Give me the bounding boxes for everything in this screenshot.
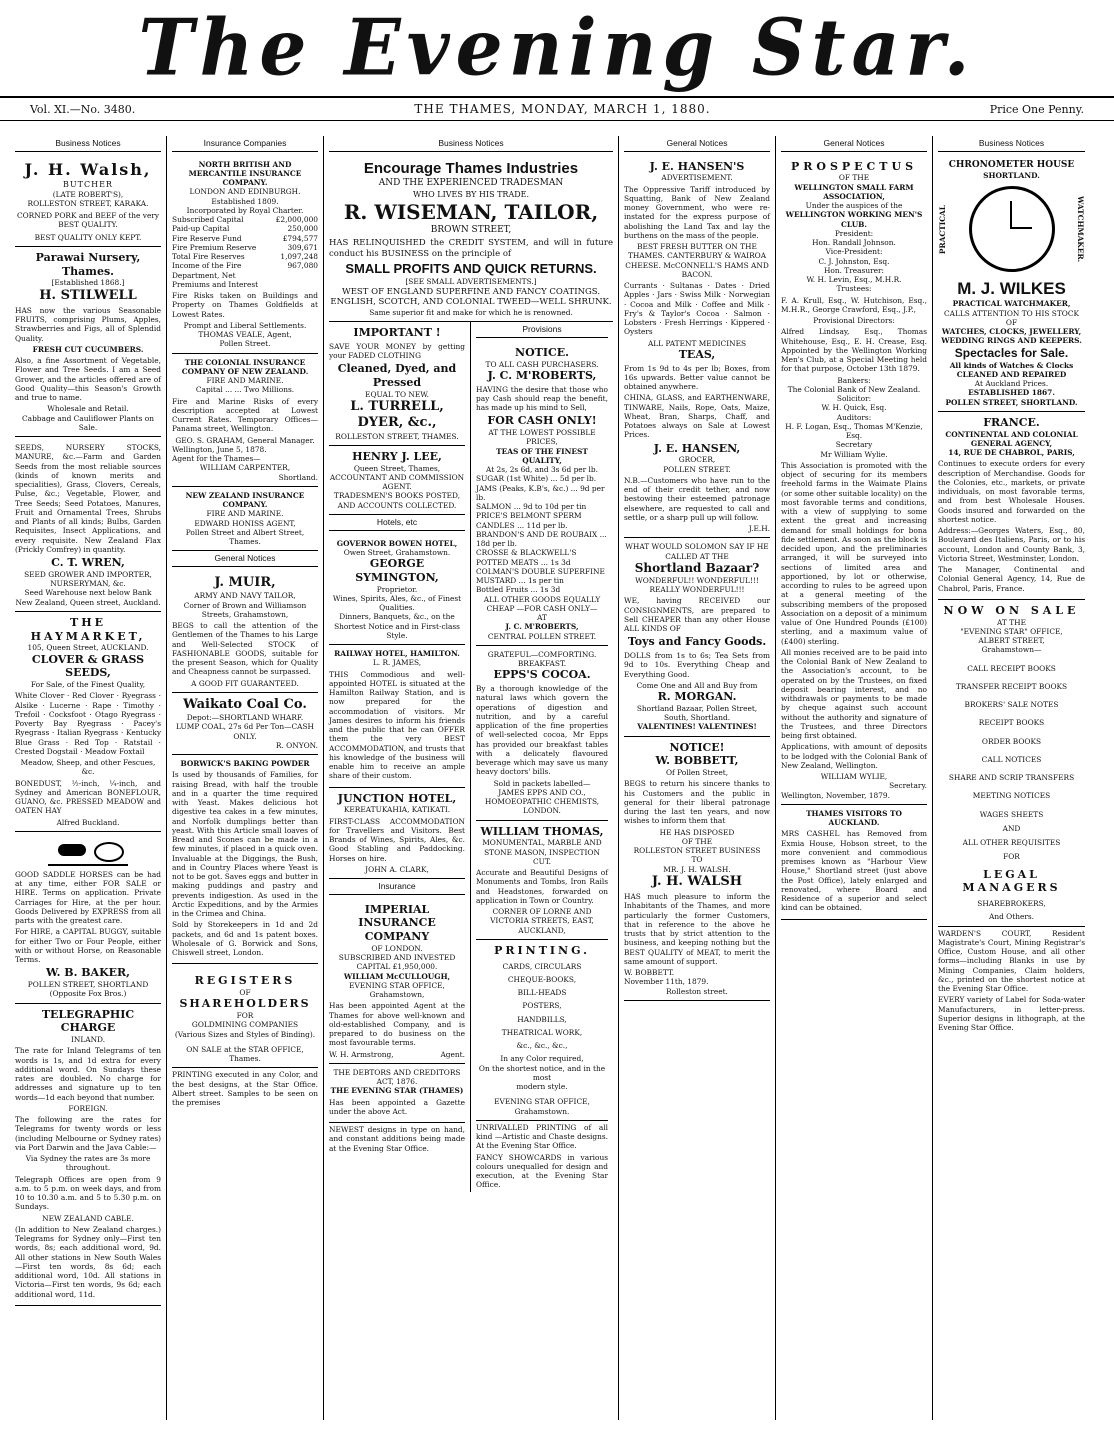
section-header: General Notices bbox=[172, 551, 318, 567]
section-header: Provisions bbox=[476, 322, 608, 338]
ad-nz-insurance: NEW ZEALAND INSURANCE COMPANY. FIRE AND MARINE. EDWARD HONISS AGENT, Pollen Street and Albert Street, Thames. bbox=[172, 487, 318, 552]
column-3-left: IMPORTANT ! SAVE YOUR MONEY by getting your FADED CLOTHING Cleaned, Dyed, and Pressed EQUAL TO NEW. L. TURRELL, DYER, &c., ROLLESTON STREET, THAMES. HENRY J. LEE, Queen Street, Thames, ACCOUNTANT AND COMMISSION AGENT. TRADESMEN'S BOOKS POSTED, AND ACCOUNTS COLLECTED. Hotels, etc GOVERNOR BOWEN HOTEL, Owen Street, Grahamstown. GEORGE SYMINGTON, Proprietor. Wines, Spirits, Ales, &c., of Finest Qualities. Dinners, Banquets, &c., on the Shortest Notice and in First-class Style. RAILWAY HOTEL, HAMILTON. L. R. JAMES, THIS Commodious and well-appointed HOTEL is situated at the Hamilton Railway Station, and is now prepared for the accommodation of visitors. Mr James desires to inform his friends and the public that he can OFFER them the very BEST ACCOMMODATION, and trusts that his knowledge of the business will enable him to receive an ample share of their custom. JUNCTION HOTEL, KEREATUKAHIA, KATIKATI. FIRST-CLASS ACCOMMODATION for Travellers and Visitors. Best Brands of Wines, Spirits, Ales, &c. Good Stabling and Paddocking. Horses on hire. JOHN A. CLARK, Insurance IMPERIAL INSURANCE COMPANY OF LONDON. SUBSCRIBED AND INVESTED CAPITAL £1,950,000. WILLIAM McCULLOUGH, EVENING STAR OFFICE, Grahamstown, Has been appointed Agent at the Thames for above well-known and old-established Company, and is prepared to do business on the most favourable terms. W. H. Armstrong, Agent. THE DEBTORS AND CREDITORS ACT, 1876. THE EVENING STAR (THAMES) Has been appointed a Gazette under the above Act. NEWEST designs in type on hand, and constant additions being made at the Evening Star Office. bbox=[329, 322, 471, 1191]
column-1 bbox=[10, 136, 167, 1420]
ad-borwick: BORWICK'S BAKING POWDER Is used by thousands of Families, for raising Bread, with half the trouble and in a quarter the time required with Yeast. Makes delicious hot digestive tea cakes in a few minutes, and Norfolk dumplings better than yeast. With this Article small loaves of Bread and Scones can be made in a few minutes, if placed in a quick oven. Invaluable at the Diggings, the Bush, and in Country Places where Yeast is not to be got. Saves eggs and butter in making puddings and pastry and prevents indigestion. As used in the Arctic Expeditions, and by the Armies in the Crimea and China. Sold by Storekeepers in 1d and 2d packets, and 6d and 1s patent boxes. Wholesale of G. Borwick and Sons, Chiswell street, London. bbox=[172, 755, 318, 964]
section-header: Insurance bbox=[329, 879, 465, 895]
issue-date: THE THAMES, MONDAY, MARCH 1, 1880. bbox=[414, 102, 711, 116]
ad-wren: SEEDS, NURSERY STOCKS, MANURE, &c.—Farm and Garden Seeds from the most reliable sources (kinds of known merits and specialities), Grass, Clovers, Cereals, Pulse, &c.; Vegetable, Flower, and Tree Seeds; Seed Potatoes, Manures, Fruit and Ornamental Trees, Shrubs and Plants of all kinds; Bulbs, Garden Requisites, Insect Applications, and every requisite. New Zealand Flax (Prickly Comfrey) in quantity. C. T. WREN, SEED GROWER AND IMPORTER, NURSERYMAN, &c. Seed Warehouse next below Bank New Zealand, Queen street, Auckland. bbox=[15, 437, 161, 612]
ad-telegraph: TELEGRAPHIC CHARGE INLAND. The rate for Inland Telegrams of ten words is 1s, and 1d extra for every additional word. On Sundays these rates are doubled. No charge for addresses and signature up to ten words—1d each beyond that number. FOREIGN. The following are the rates for Telegrams for twenty words or less (including Melbourne or Sydney rates) via Port Darwin and the Java Cable:— Via Sydney the rates are 3s more throughout. Telegraph Offices are open from 9 a.m. to 5 p.m. on week days, and from 10 to 10.30 a.m. and 5 to 5.30 p.m. on Sundays. NEW ZEALAND CABLE. (In addition to New Zealand charges.) Telegrams for Sydney only—First ten words, 8s; each additional word, 9d. All other stations in New South Wales—First ten words, 8s 6d; each additional word, 10d. All stations in Victoria—First ten words, 9s 6d; each additional word, 11d. bbox=[15, 1004, 161, 1306]
requisites-list: CALL RECEIPT BOOKS TRANSFER RECEIPT BOOKS BROKERS' SALE NOTES RECEIPT BOOKS ORDER BOOKS CALL NOTICES SHARE AND SCRIP TRANSFERS MEETING NOTICES WAGES SHEETS AND ALL OTHER REQUISITES FOR bbox=[948, 663, 1075, 862]
ad-governor-bowen: GOVERNOR BOWEN HOTEL, Owen Street, Grahamstown. GEORGE SYMINGTON, Proprietor. Wines, Spirits, Ales, &c., of Finest Qualities. Dinners, Banquets, &c., on the Shortest Notice and in First-class Style. bbox=[329, 535, 465, 646]
dateline bbox=[0, 96, 1114, 121]
ad-registers: REGISTERS OF SHAREHOLDERS FOR GOLDMINING COMPANIES (Various Sizes and Styles of Binding). ON SALE at the STAR OFFICE, Thames. bbox=[172, 964, 318, 1068]
section-header: Business Notices bbox=[15, 136, 161, 152]
ad-baker: GOOD SADDLE HORSES can be had at any time, either FOR SALE or HIRE. Terms on application. Private Carriages for Hire, at the per hour. Goods Delivered by EXPRESS from all parts with the greatest care. For HIRE, a CAPITAL BUGGY, suitable for either Two or Four People, either with or without Horse, on Reasonable Terms. W. B. BAKER, POLLEN STREET, SHORTLAND (Opposite Fox Bros.) bbox=[15, 832, 161, 1004]
ad-muir: J. MUIR, ARMY AND NAVY TAILOR, Corner of Brown and Williamson Streets, Grahamstown, BEGS to call the attention of the Gentlemen of the Thames to his Large and Well-Selected STOCK of FASHIONABLE GOODS, suitable for the present Season, which for Quality and Cheapness cannot be surpassed. A GOOD FIT GUARANTEED. bbox=[172, 571, 318, 693]
ad-walsh: J. H. Walsh, BUTCHER (LATE ROBERT'S), ROLLESTON STREET, KARAKA. CORNED PORK and BEEF of the very BEST QUALITY. BEST QUALITY ONLY KEPT. bbox=[15, 156, 161, 247]
column-6: Business Notices CHRONOMETER HOUSE SHORTLAND. PRACTICAL WATCHMAKER. M. J. WILKES PRACTICAL WATCHMAKER, CALLS ATTENTION TO HIS STOCK OF WATCHES, CLOCKS, JEWELLERY, WEDDING RINGS AND KEEPERS. Spectacles for Sale. All kinds of Watches & Clocks CLEANED AND REPAIRED At Auckland Prices. ESTABLISHED 1867. POLLEN STREET, SHORTLAND. FRANCE. CONTINENTAL AND COLONIAL GENERAL AGENCY, 14, RUE DE CHABROL, PARIS, Continues to execute orders for every description of Merchandise. Goods for the Colonies, etc., markets, or private individuals, on most favorable terms, and from best Wholesale Houses. Goods insured and forwarded on the shortest notice. Address:—Georges Waters, Esq., 80, Boulevard des Italiens, Paris, or to his account, London and County Bank, 3, Victoria Street, Westminster, London. The Manager, Continental and Colonial General Agency, 14, Rue de Chabrol, Paris, France. NOW ON SALE AT THE "EVENING STAR" OFFICE, ALBERT STREET, Grahamstown— CALL RECEIPT BOOKS TRANSFER RECEIPT BOOKS BROKERS' SALE NOTES RECEIPT BOOKS ORDER BOOKS CALL NOTICES SHARE AND SCRIP TRANSFERS MEETING NOTICES WAGES SHEETS AND ALL OTHER REQUISITES FOR LEGAL MANAGERS SHAREBROKERS, And Others. WARDEN'S COURT, Resident Magistrate's Court, Mining Registrar's Office, Custom House, and all other forms—including Blanks in use by Mining Companies, Claim holders, &c., printed on the shortest notice at the Evening Star Office. EVERY variety of Label for Soda-water Manufacturers, in letter-press. Superior designs in lithograph, at the Evening Star Office. bbox=[938, 138, 1085, 1033]
columns bbox=[10, 136, 1104, 1420]
ad-prospectus: PROSPECTUS OF THE WELLINGTON SMALL FARM ASSOCIATION, Under the auspices of the WELLINGTON WORKING MEN'S CLUB. President: Hon. Randall Johnson. Vice-President: C. J. Johnston, Esq. Hon. Treasurer: W. H. Levin, Esq., M.H.R. Trustees: F. A. Krull, Esq., W. Hutchison, Esq., M.H.R., George Crawford, Esq., J.P., Provisional Directors: Alfred Lindsay, Esq., Thomas Whitehouse, Esq., E. H. Crease, Esq. Appointed by the Wellington Working Men's Club, at a Special Meeting held for that purpose, October 13th 1879. Bankers: The Colonial Bank of New Zealand. Solicitor: W. H. Quick, Esq. Auditors: H. F. Logan, Esq., Thomas M'Kenzie, Esq. Secretary Mr William Wylie. This Association is promoted with the object of securing for its members freehold farms in the Waimate Plains (or some other suitable locality) on the most favorable terms and conditions, with a view of supplying to some extent the great and increasing demand for small holdings for bona fide settlement. As soon as the block is decided upon, and the preliminaries arranged, it will be surveyed into sections of limited area and apportioned, by lot or otherwise, according to rules to be agreed upon at a general meeting of the subscribing members of the proposed Association on a deposit of a minimum value of One Hundred Pounds (£100) sterling, and a maximum value of (£400) sterling. All monies received are to be paid into the Colonial Bank of New Zealand to the Association's account, to be operated on by the Trustees, on fixed deposit bearing interest, and no withdrawals or payments to be made by cheque against such account without the authority and signature of the Trustees, and three Directors being first obtained. Applications, with amount of deposits to be lodged with the Colonial Bank of New Zealand, Wellington. WILLIAM WYLIE, Secretary. Wellington, November, 1879. bbox=[781, 156, 927, 805]
section-header: Insurance Companies bbox=[172, 136, 318, 152]
ad-mroberts: NOTICE. TO ALL CASH PURCHASERS. J. C. M'ROBERTS, HAVING the desire that those who pay Cash should reap the benefit, has made up his mind to Sell, FOR CASH ONLY! AT THE LOWEST POSSIBLE PRICES, TEAS OF THE FINEST QUALITY, At 2s, 2s 6d, and 3s 6d per lb. SUGAR (1st White) ... 5d per lb. JAMS (Peaks, K.B's, &c.) ... 9d per lb. SALMON ... 9d to 10d per tin PRICE'S BELMONT SPERM CANDLES ... 11d per lb. BRANDON'S AND DE ROUBAIX ... 18d per lb. CROSSE & BLACKWELL'S POTTED MEATS ... 1s 3d COLMAN'S DOUBLE SUPERFINE MUSTARD ... 1s per tin Bottled Fruits ... 1s 3d ALL OTHER GOODS EQUALLY CHEAP —FOR CASH ONLY— AT J. C. M'ROBERTS, CENTRAL POLLEN STREET. bbox=[476, 342, 608, 646]
ad-imperial: IMPERIAL INSURANCE COMPANY OF LONDON. SUBSCRIBED AND INVESTED CAPITAL £1,950,000. WILLIAM McCULLOUGH, EVENING STAR OFFICE, Grahamstown, Has been appointed Agent at the Thames for above well-known and old-established Company, and is prepared to do business on the most favourable terms. W. H. Armstrong, Agent. bbox=[329, 899, 465, 1064]
column-4 bbox=[619, 136, 776, 1420]
ad-continental: FRANCE. CONTINENTAL AND COLONIAL GENERAL AGENCY, 14, RUE DE CHABROL, PARIS, Continues to execute orders for every description of Merchandise. Goods for the Colonies, etc., markets, or private individuals, on most favorable terms, and from best Wholesale Houses. Goods insured and forwarded on the shortest notice. Address:—Georges Waters, Esq., 80, Boulevard des Italiens, Paris, or to his account, London and County Bank, 3, Victoria Street, Westminster, London. The Manager, Continental and Colonial General Agency, 14, Rue de Chabrol, Paris, France. bbox=[938, 412, 1085, 600]
ad-epps: GRATEFUL—COMFORTING. BREAKFAST. EPPS'S COCOA. By a thorough knowledge of the natural laws which govern the operations of digestion and nutrition, and by a careful application of the fine properties of well-selected cocoa, Mr Epps has provided our breakfast tables with a delicately flavoured beverage which may save us many heavy doctors' bills. Sold in packets labelled— JAMES EPPS AND CO., HOMOEOPATHIC CHEMISTS, LONDON. bbox=[476, 646, 608, 821]
ad-lee: HENRY J. LEE, Queen Street, Thames, ACCOUNTANT AND COMMISSION AGENT. TRADESMEN'S BOOKS POSTED, AND ACCOUNTS COLLECTED. bbox=[329, 446, 465, 515]
ad-cashel: THAMES VISITORS TO AUCKLAND. MRS CASHEL has Removed from Exmia House, Hobson street, to the more convenient and commodious premises known as "Harbour View House," Shortland street (just above the Post Office), lately enlarged and renovated, where Board and Residence of a superior and select kind can be obtained. bbox=[781, 805, 927, 920]
ad-printing: PRINTING. CARDS, CIRCULARS CHEQUE-BOOKS, BILL-HEADS POSTERS, HANDBILLS, THEATRICAL WORK, &c., &c., &c., In any Color required, On the shortest notice, and in the most modern style. EVENING STAR OFFICE, Grahamstown. bbox=[476, 940, 608, 1121]
ad-bazaar: WHAT WOULD SOLOMON SAY IF HE CALLED AT THE Shortland Bazaar? WONDERFUL!! WONDERFUL!!! REALLY WONDERFUL!!! WE, having RECEIVED our CONSIGNMENTS, are prepared to Sell CHEAPER than any other House ALL KINDS OF Toys and Fancy Goods. DOLLS from 1s to 6s; Tea Sets from 9d to 10s. Everything Cheap and Everything Good. Come One and All and Buy from R. MORGAN. Shortland Bazaar, Pollen Street, South, Shortland. VALENTINES! VALENTINES! bbox=[624, 538, 770, 736]
column-2: Insurance Companies NORTH BRITISH AND MERCANTILE INSURANCE COMPANY. LONDON AND EDINBURGH. Established 1809. Incorporated by Royal Charter. Subscribed Capital £2,000,000 Paid-up Capital 250,000 Fire Reserve Fund £794,577 Fire Premium Reserve 309,671 Total Fire Reserves 1,097,248 Income of the Fire Department, Net Premiums and Interest 967,080 Fire Risks taken on Buildings and Property on Thames Goldfields at Lowest Rates. Prompt and Liberal Settlements. THOMAS VEALE, Agent, Pollen Street. THE COLONIAL INSURANCE COMPANY OF NEW ZEALAND. FIRE AND MARINE. Capital ... ... Two Millions. Fire and Marine Risks of every description accepted at Lowest Current Rates. Temporary Offices—Panama street, Wellington. GEO. S. GRAHAM, General Manager. Wellington, June 5, 1878. Agent for the Thames— WILLIAM CARPENTER, Shortland. NEW ZEALAND INSURANCE COMPANY. FIRE AND MARINE. EDWARD HONISS AGENT, Pollen Street and Albert Street, Thames. General Notices J. MUIR, ARMY AND NAVY TAILOR, Corner of Brown and Williamson Streets, Grahamstown, BEGS to call the attention of the Gentlemen of the Thames to his Large and Well-Selected STOCK of FASHIONABLE GOODS, suitable for the present Season, which for Quality and Cheapness cannot be surpassed. A GOOD FIT GUARANTEED. Waikato Coal Co. Depot:—SHORTLAND WHARF. LUMP COAL, 27s 6d Per Ton—CASH ONLY. R. ONYON. BORWICK'S BAKING POWDER Is used by thousands of Families, for raising Bread, with half the trouble and in a quarter the time required with Yeast. Makes delicious hot digestive tea cakes in a few minutes, and Norfolk dumplings better than yeast. With this Article small loaves of Bread and Scones can be made in a few minutes, if placed in a quick oven. Invaluable at the Diggings, the Bush, and in Country Places where Yeast is not to be got. Saves eggs and butter in making puddings and pastry and prevents indigestion. As used in the Arctic Expeditions, and by the Armies in the Crimea and China. Sold by Storekeepers in 1d and 2d packets, and 6d and 1s patent boxes. Wholesale of G. Borwick and Sons, Chiswell street, London. REGISTERS OF SHAREHOLDERS FOR GOLDMINING COMPANIES (Various Sizes and Styles of Binding). ON SALE at the STAR OFFICE, Thames. PRINTING executed in any Color, and the best designs, at the Star Office. Albert street. Samples to be seen on the premises bbox=[167, 136, 324, 1420]
ad-turrell: IMPORTANT ! SAVE YOUR MONEY by getting your FADED CLOTHING Cleaned, Dyed, and Pressed EQUAL TO NEW. L. TURRELL, DYER, &c., ROLLESTON STREET, THAMES. bbox=[329, 322, 465, 446]
section-header: General Notices bbox=[781, 136, 927, 152]
ad-bobbett: NOTICE! W. BOBBETT, Of Pollen Street, BEGS to return his sincere thanks to his Customers and the public in general for their liberal patronage during the last ten years, and now wishes to inform them that HE HAS DISPOSED OF THE ROLLESTON STREET BUSINESS TO MR. J. H. WALSH. J. H. WALSH HAS much pleasure to inform the Inhabitants of the Thames, and more particularly the former Customers, that in reference to the above he trusts that by strict attention to the business, and keeping nothing but the BEST QUALITY of MEAT, to merit the same amount of support. W. BOBBETT. November 11th, 1879. Rolleston street. bbox=[624, 737, 770, 1001]
price: Price One Penny. bbox=[989, 102, 1084, 116]
ad-debtors: THE DEBTORS AND CREDITORS ACT, 1876. THE EVENING STAR (THAMES) Has been appointed a Gazette under the above Act. bbox=[329, 1064, 465, 1123]
ad-wilkes: CHRONOMETER HOUSE SHORTLAND. PRACTICAL WATCHMAKER. M. J. WILKES PRACTICAL WATCHMAKER, CALLS ATTENTION TO HIS STOCK OF WATCHES, CLOCKS, JEWELLERY, WEDDING RINGS AND KEEPERS. Spectacles for Sale. All kinds of Watches & Clocks CLEANED AND REPAIRED At Auckland Prices. ESTABLISHED 1867. POLLEN STREET, SHORTLAND. bbox=[938, 156, 1085, 412]
column-3-right: Provisions NOTICE. TO ALL CASH PURCHASERS. J. C. M'ROBERTS, HAVING the desire that those who pay Cash should reap the benefit, has made up his mind to Sell, FOR CASH ONLY! AT THE LOWEST POSSIBLE PRICES, TEAS OF THE FINEST QUALITY, At 2s, 2s 6d, and 3s 6d per lb. SUGAR (1st White) ... 5d per lb. JAMS (Peaks, K.B's, &c.) ... 9d per lb. SALMON ... 9d to 10d per tin PRICE'S BELMONT SPERM CANDLES ... 11d per lb. BRANDON'S AND DE ROUBAIX ... 18d per lb. CROSSE & BLACKWELL'S POTTED MEATS ... 1s 3d COLMAN'S DOUBLE SUPERFINE MUSTARD ... 1s per tin Bottled Fruits ... 1s 3d ALL OTHER GOODS EQUALLY CHEAP —FOR CASH ONLY— AT J. C. M'ROBERTS, CENTRAL POLLEN STREET. GRATEFUL—COMFORTING. BREAKFAST. EPPS'S COCOA. By a thorough knowledge of the natural laws which govern the operations of digestion and nutrition, and by a careful application of the fine properties of well-selected cocoa, Mr Epps has provided our breakfast tables with a delicately flavoured beverage which may save us many heavy doctors' bills. Sold in packets labelled— JAMES EPPS AND CO., HOMOEOPATHIC CHEMISTS, LONDON. WILLIAM THOMAS, MONUMENTAL, MARBLE AND STONE MASON, INSPECTION CUT. Accurate and Beautiful Designs of Monuments and Tombs, Iron Rails and Headstones, forwarded on application in Town or Country. CORNER OF LORNE AND VICTORIA STREETS, EAST, AUCKLAND, PRINTING. CARDS, CIRCULARS CHEQUE-BOOKS, BILL-HEADS POSTERS, HANDBILLS, THEATRICAL WORK, &c., &c., &c., In any Color required, On the shortest notice, and in the most modern style. EVENING STAR OFFICE, Grahamstown. UNRIVALLED PRINTING of all kind —Artistic and Chaste designs. At the Evening Star Office. FANCY SHOWCARDS in various colours unequalled for design and execution, at the Evening Star Office. bbox=[476, 324, 608, 1190]
column-3 bbox=[324, 136, 619, 1420]
ad-now-on-sale: NOW ON SALE AT THE "EVENING STAR" OFFICE, ALBERT STREET, Grahamstown— CALL RECEIPT BOOKS TRANSFER RECEIPT BOOKS BROKERS' SALE NOTES RECEIPT BOOKS ORDER BOOKS CALL NOTICES SHARE AND SCRIP TRANSFERS MEETING NOTICES WAGES SHEETS AND ALL OTHER REQUISITES FOR LEGAL MANAGERS SHAREBROKERS, And Others. bbox=[938, 600, 1085, 927]
pocket-watch-icon bbox=[969, 186, 1055, 272]
volume-number: Vol. XI.—No. 3480. bbox=[30, 102, 136, 116]
ad-junction-hotel: JUNCTION HOTEL, KEREATUKAHIA, KATIKATI. FIRST-CLASS ACCOMMODATION for Travellers and Visitors. Best Brands of Wines, Spirits, Ales, &c. Good Stabling and Paddocking. Horses on hire. JOHN A. CLARK, bbox=[329, 788, 465, 880]
section-header: Business Notices bbox=[938, 136, 1085, 152]
ad-nursery: Parawai Nursery, Thames. [Established 1868.] H. STILWELL HAS now the various Seasonable FRUITS, comprising Plums, Apples, Strawberries and Figs, all of Splendid Quality. FRESH CUT CUCUMBERS. Also, a fine Assortment of Vegetable, Flower and Tree Seeds. I am a Seed Grower, and the articles offered are of Good Quality—this Season's Growth and true to name. Wholesale and Retail. Cabbage and Cauliflower Plants on Sale. bbox=[15, 247, 161, 437]
ad-colonial: THE COLONIAL INSURANCE COMPANY OF NEW ZEALAND. FIRE AND MARINE. Capital ... ... Two Millions. Fire and Marine Risks of every description accepted at Lowest Current Rates. Temporary Offices—Panama street, Wellington. GEO. S. GRAHAM, General Manager. Wellington, June 5, 1878. Agent for the Thames— WILLIAM CARPENTER, Shortland. bbox=[172, 354, 318, 487]
ad-hansen: J. E. HANSEN'S ADVERTISEMENT. The Oppressive Tariff introduced by Squatting, Bank of New Zealand money Government, who were re-instated for the express purpose of abolishing the Land Tax and lay the burthens on the mass of the people. BEST FRESH BUTTER ON THE THAMES. CANTERBURY & WAIROA CHEESE. McCONNELL'S HAMS AND BACON. Currants · Sultanas · Dates · Dried Apples · Jars · Swiss Milk · Norwegian · Cocoa and Milk · Coffee and Milk · Fry's & Taylor's Cocoa · Salmon · Lobsters · Fresh Herrings · Kippered · Oysters ALL PATENT MEDICINES TEAS, From 1s 9d to 4s per lb; Boxes, from 16s upwards. Better value cannot be obtained anywhere. CHINA, GLASS, and EARTHENWARE, TINWARE, Nails, Rope, Oats, Maize, Wheat, Bran, Sharps, Chaff, and Potatoes always on Sale at Lowest Prices. J. E. HANSEN, GROCER, POLLEN STREET. N.B.—Customers who have run to the end of their credit tether, and now bestowing their esteemed patronage elsewhere, are requested to call and settle, or a sharp pull up will follow. J.E.H. bbox=[624, 156, 770, 539]
ad-waikato-coal: Waikato Coal Co. Depot:—SHORTLAND WHARF. LUMP COAL, 27s 6d Per Ton—CASH ONLY. R. ONYON. bbox=[172, 693, 318, 755]
ad-wiseman: Encourage Thames Industries AND THE EXPERIENCED TRADESMAN WHO LIVES BY HIS TRADE. R. WISEMAN, TAILOR, BROWN STREET, HAS RELINQUISHED the CREDIT SYSTEM, and will in future conduct his BUSINESS on the principle of SMALL PROFITS AND QUICK RETURNS. [SEE SMALL ADVERTISEMENTS.] WEST OF ENGLAND SUPERFINE AND FANCY COATINGS. ENGLISH, SCOTCH, AND COLONIAL TWEED—WELL SHRUNK. Same superior fit and make for which he is renowned. bbox=[329, 156, 613, 323]
section-header: Business Notices bbox=[329, 136, 613, 152]
column-3-split bbox=[329, 322, 613, 1191]
newspaper-title: The Evening Star. bbox=[138, 2, 976, 94]
masthead bbox=[0, 0, 1114, 96]
horse-carriage-icon bbox=[48, 840, 128, 866]
ad-thomas: WILLIAM THOMAS, MONUMENTAL, MARBLE AND STONE MASON, INSPECTION CUT. Accurate and Beautiful Designs of Monuments and Tombs, Iron Rails and Headstones, forwarded on application in Town or Country. CORNER OF LORNE AND VICTORIA STREETS, EAST, AUCKLAND, bbox=[476, 821, 608, 940]
section-header: Hotels, etc bbox=[329, 515, 465, 531]
ad-north-british: NORTH BRITISH AND MERCANTILE INSURANCE COMPANY. LONDON AND EDINBURGH. Established 1809. Incorporated by Royal Charter. Subscribed Capital £2,000,000 Paid-up Capital 250,000 Fire Reserve Fund £794,577 Fire Premium Reserve 309,671 Total Fire Reserves 1,097,248 Income of the Fire Department, Net Premiums and Interest 967,080 Fire Risks taken on Buildings and Property on Thames Goldfields at Lowest Rates. Prompt and Liberal Settlements. THOMAS VEALE, Agent, Pollen Street. bbox=[172, 156, 318, 354]
ad-haymarket: THE HAYMARKET, 105, Queen Street, AUCKLAND. CLOVER & GRASS SEEDS, For Sale, of the Finest Quality, White Clover · Red Clover · Ryegrass · Alsike · Lucerne · Rape · Timothy · Trefoil · Cocksfoot · Otago Ryegrass · Poverty Bay Ryegrass · Pacey's Ryegrass · Italian Ryegrass · Kentucky Blue Grass · Red Top · Ratstail · Crested Dogstail · Meadow Foxtail Meadow, Sheep, and other Fescues, &c. BONEDUST, ½-inch, ¼-inch, and Sydney and American BONEFLOUR, GUANO, &c. PRESSED MEADOW and OATEN HAY Alfred Buckland. bbox=[15, 612, 161, 832]
column-5 bbox=[776, 136, 933, 1420]
section-header: General Notices bbox=[624, 136, 770, 152]
ad-railway-hotel: RAILWAY HOTEL, HAMILTON. L. R. JAMES, THIS Commodious and well-appointed HOTEL is situated at the Hamilton Railway Station, and is now prepared for the accommodation of visitors. Mr James desires to inform his friends and the public that he can OFFER them the very BEST ACCOMMODATION, and trusts that his knowledge of the business will enable him to receive an ample share of their custom. bbox=[329, 645, 465, 788]
